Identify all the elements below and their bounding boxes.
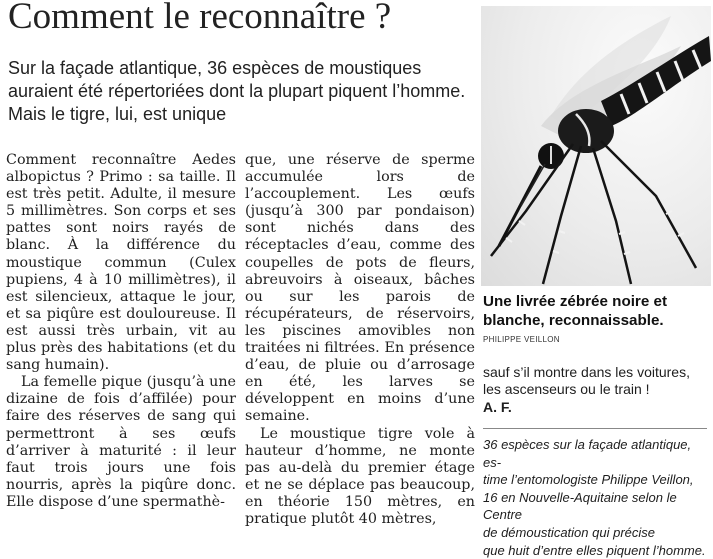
pull-quote-line: que huit d’entre elles piquent l’homme. [483, 542, 706, 558]
body-paragraph: Le moustique tigre vole à hauteur d’homme, ne monte pas au-delà du premier étage et ne se déplace pas beaucoup, en théorie 150 mètres, en pratique plutôt 40 mètres, [245, 425, 475, 527]
photo-credit: PHILIPPE VEILLON [483, 335, 560, 344]
divider [483, 428, 707, 429]
photo-caption: Une livrée zébrée noire et blanche, reconnaissable. [483, 293, 668, 329]
pull-quote-line: 16 en Nouvelle-Aquitaine selon le Centre [483, 489, 677, 523]
body-paragraph: La femelle pique (jusqu’à une dizaine de fois d’affilée) pour faire des réserves de sang qui permettront à ses œufs d’arriver à maturité : il leur faut trois jours une fois nourris, après la piqûre donc. Elle dispose d’une spermathè- [6, 374, 236, 510]
body-paragraph: que, une réserve de sperme accumulée lors de l’accouplement. Les œufs (jusqu’à 300 par pondaison) sont nichés dans des réceptacles d’eau, comme des coupelles de pots de fleurs, abreuvoirs à oiseaux, bâches ou sur les parois de récupérateurs, de réservoirs, les piscines amovibles non traitées ni filtrées. En présence d’eau, de pluie ou d’arrosage en été, les larves se développent en moins d’une semaine. [245, 152, 475, 425]
body-column-1 [6, 152, 236, 511]
author-signature: A. F. [483, 398, 512, 415]
pull-quote-line: 36 espèces sur la façade atlantique, es- [483, 437, 692, 470]
body-column-2 [245, 152, 475, 528]
pull-quote-line: time l’entomologiste Philippe Veillon, [483, 472, 694, 488]
mosquito-illustration [481, 6, 711, 286]
headline: Comment le reconnaître ? [8, 0, 392, 37]
mosquito-photo [481, 6, 711, 286]
lede-paragraph: Sur la façade atlantique, 36 espèces de moustiques auraient été répertoriées dont la plupart piquent l’homme. Mais le tigre, lui, est unique [8, 58, 466, 124]
pull-quote-line: de démoustication qui précise [483, 524, 655, 540]
body-paragraph: Comment reconnaître Aedes albopictus ? Primo : sa taille. Il est très petit. Adulte, il mesure 5 millimètres. Son corps et ses pattes sont noirs rayés de blanc. À la différence du moustique commun (Culex pupiens, 4 à 10 millimètres), il est silencieux, attaque le jour, et sa piqûre est douloureuse. Il est aussi très urbain, vit au plus près des habitations (et du sang humain). [6, 152, 236, 374]
pull-quote [483, 436, 707, 559]
body-paragraph: sauf s’il montre dans les voitures, les ascenseurs ou le train ! [483, 364, 690, 398]
body-column-3 [483, 364, 707, 416]
